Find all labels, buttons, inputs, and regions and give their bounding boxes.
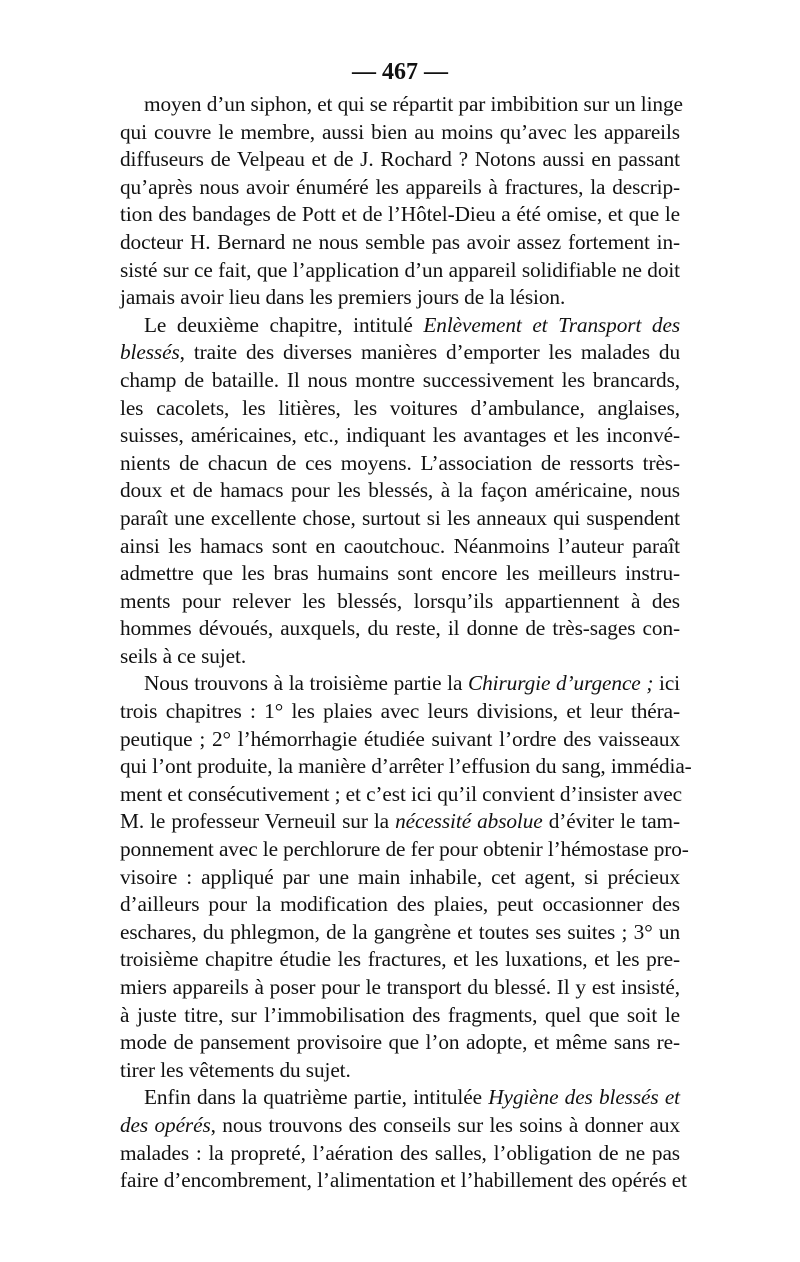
text-line: malades : la propreté, l’aération des salles, l’obligation de ne pas — [120, 1140, 680, 1165]
book-page — [120, 55, 692, 1205]
text-line: paraît une excellente chose, surtout si les anneaux qui suspendent — [120, 505, 680, 530]
text-line: doux et de hamacs pour les blessés, à la façon américaine, nous — [120, 478, 680, 503]
text-line: miers appareils à poser pour le transport du blessé. Il y est insisté, — [120, 975, 680, 999]
text-line: suisses, américaines, etc., indiquant les avantages et les inconvé- — [120, 423, 680, 448]
text-line: champ de bataille. Il nous montre successivement les brancards, — [120, 367, 680, 392]
paragraph — [120, 91, 683, 312]
text-line: visoire : appliqué par une main inhabile, cet agent, si précieux — [120, 864, 680, 889]
text-line: nients de chacun de ces moyens. L’association de ressorts très- — [120, 450, 680, 475]
text-line: troisième chapitre étudie les fractures, et les luxations, et les pre- — [120, 947, 680, 972]
text-line: sisté sur ce fait, que l’application d’un appareil solidifiable ne doit — [120, 257, 680, 282]
text-line: blessés, traite des diverses manières d’emporter les malades du — [120, 340, 680, 365]
text-line: tion des bandages de Pott et de l’Hôtel-Dieu a été omise, et que le — [120, 202, 680, 227]
text-line: les cacolets, les litières, les voitures d’ambulance, anglaises, — [120, 395, 680, 420]
text-line: d’ailleurs pour la modification des plaies, peut occasionner des — [120, 892, 680, 917]
text-line: à juste titre, sur l’immobilisation des fragments, quel que soit le — [120, 1002, 680, 1027]
paragraph — [120, 1084, 687, 1194]
text-line: jamais avoir lieu dans les premiers jours de la lésion. — [120, 285, 566, 310]
text-line: eschares, du phlegmon, de la gangrène et toutes ses suites ; 3° un — [120, 919, 680, 944]
text-line: trois chapitres : 1° les plaies avec leurs divisions, et leur théra- — [120, 699, 680, 724]
paragraph — [120, 670, 692, 1084]
text-line: Le deuxième chapitre, intitulé Enlèvement et Transport des — [144, 312, 681, 337]
text-line: Enfin dans la quatrième partie, intitulée Hygiène des blessés et — [144, 1085, 680, 1110]
text-line: qui couvre le membre, aussi bien au moins qu’avec les appareils — [120, 119, 680, 144]
text-line: hommes dévoués, auxquels, du reste, il donne de très-sages con- — [120, 616, 680, 641]
text-line: des opérés, nous trouvons des conseils sur les soins à donner aux — [120, 1112, 681, 1137]
body-text — [120, 91, 692, 1195]
text-line: M. le professeur Verneuil sur la nécessité absolue d’éviter le tam- — [120, 809, 681, 834]
text-line: ainsi les hamacs sont en caoutchouc. Néanmoins l’auteur paraît — [120, 533, 680, 558]
text-line: peutique ; 2° l’hémorrhagie étudiée suivant l’ordre des vaisseaux — [120, 726, 680, 751]
text-line: docteur H. Bernard ne nous semble pas avoir assez fortement in- — [120, 229, 680, 254]
text-line: qu’après nous avoir énuméré les appareils à fractures, la descrip- — [120, 174, 680, 199]
text-line: admettre que les bras humains sont encore les meilleurs instru- — [120, 561, 680, 586]
text-line: ment et consécutivement ; et c’est ici qu’il convient d’insister avec — [120, 781, 683, 806]
paragraph — [120, 312, 680, 671]
text-line: ponnement avec le perchlorure de fer pour obtenir l’hémostase pro- — [120, 837, 689, 862]
text-line: diffuseurs de Velpeau et de J. Rochard ? Notons aussi en passant — [120, 147, 680, 172]
text-line: seils à ce sujet. — [120, 643, 247, 668]
text-line: mode de pansement provisoire que l’on adopte, et même sans re- — [120, 1030, 680, 1055]
page-number: — 467 — — [352, 59, 448, 85]
text-line: qui l’ont produite, la manière d’arrêter l’effusion du sang, immédia- — [120, 754, 692, 779]
text-line: moyen d’un siphon, et qui se répartit par imbibition sur un linge — [144, 92, 683, 116]
text-line: faire d’encombrement, l’alimentation et l’habillement des opérés et — [120, 1168, 687, 1193]
text-line: ments pour relever les blessés, lorsqu’ils appartiennent à des — [120, 588, 680, 613]
text-line: tirer les vêtements du sujet. — [120, 1057, 351, 1082]
text-line: Nous trouvons à la troisième partie la Chirurgie d’urgence ; ici — [144, 671, 680, 696]
